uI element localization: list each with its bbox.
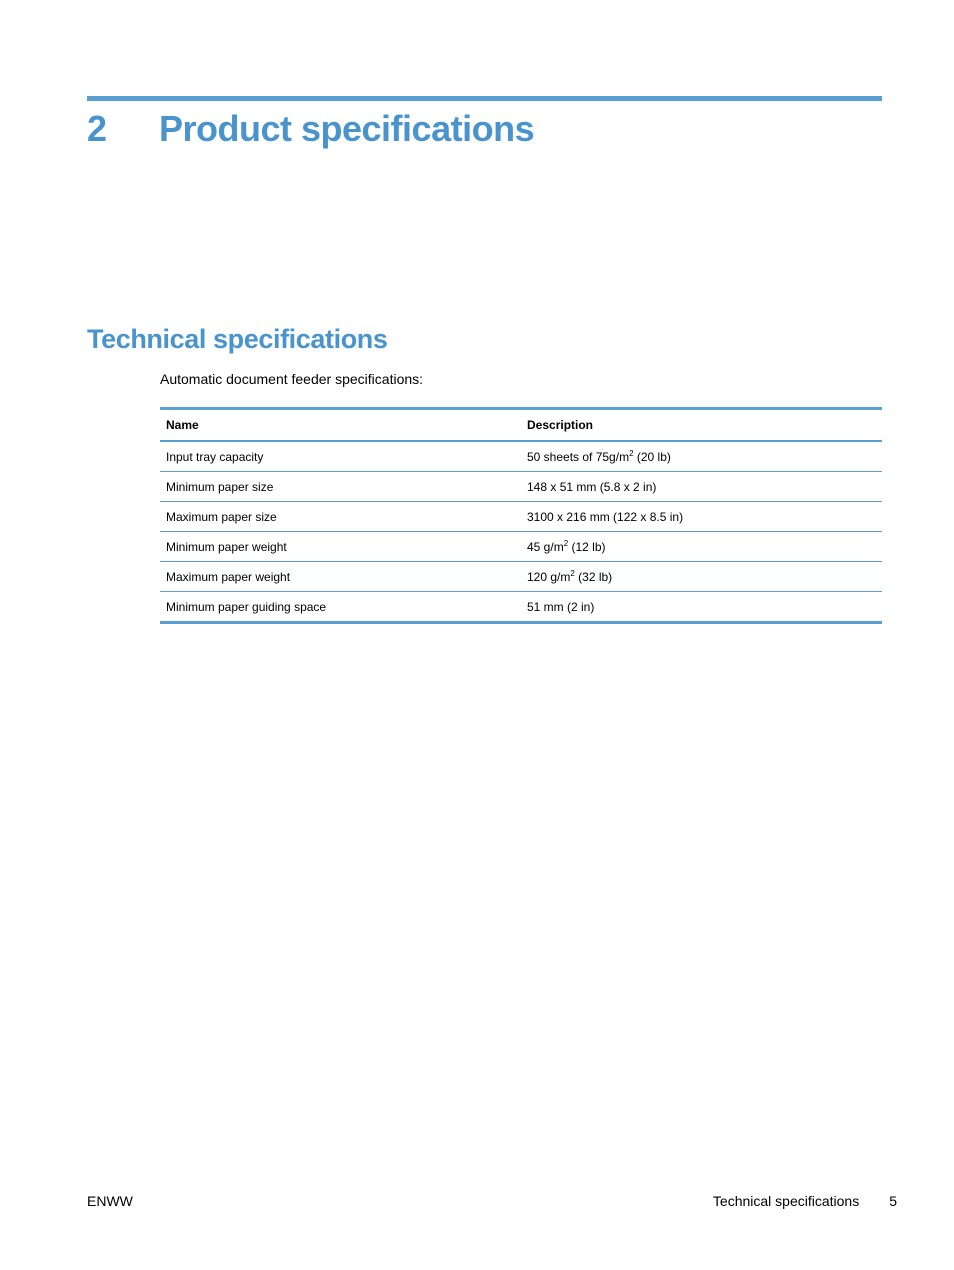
table-row bbox=[160, 441, 882, 472]
footer-section-title: Technical specifications bbox=[712, 1193, 860, 1209]
row-description: 50 sheets of $75g/m^2$ (20 lb) bbox=[521, 441, 882, 472]
row-description: 120 $g/m^2$ (32 lb) bbox=[521, 562, 882, 592]
footer-locale: ENWW bbox=[87, 1193, 133, 1209]
spec-table bbox=[160, 407, 882, 624]
chapter-number: 2 bbox=[87, 108, 107, 149]
chapter-title: Product specifications bbox=[159, 108, 535, 149]
row-name: Input tray capacity bbox=[160, 441, 521, 472]
header-description: Description bbox=[521, 409, 882, 442]
table-row bbox=[160, 472, 882, 502]
row-description: 51 mm (2 in) bbox=[527, 599, 595, 614]
footer-right bbox=[713, 1193, 897, 1209]
table-row bbox=[160, 532, 882, 562]
intro-text: Automatic document feeder specifications: bbox=[160, 371, 424, 387]
section-heading: Technical specifications bbox=[87, 324, 388, 354]
row-description: 3100 x 216 mm (122 x 8.5 in) bbox=[521, 502, 882, 532]
row-name: Minimum paper size bbox=[160, 472, 521, 502]
table-row bbox=[160, 562, 882, 592]
row-name: Maximum paper size bbox=[160, 502, 521, 532]
row-name: Minimum paper guiding space bbox=[166, 599, 327, 614]
row-name: Maximum paper weight bbox=[160, 562, 521, 592]
chapter-heading bbox=[87, 108, 534, 154]
row-name: Minimum paper weight bbox=[160, 532, 521, 562]
row-description: 45 $g/m^2$ (12 lb) bbox=[521, 532, 882, 562]
chapter-rule bbox=[87, 96, 882, 101]
table-header-row bbox=[160, 409, 882, 442]
table-row bbox=[160, 592, 882, 623]
header-name: Name bbox=[160, 409, 521, 442]
row-description: 148 x 51 mm (5.8 x 2 in) bbox=[521, 472, 882, 502]
footer-page-number: 5 bbox=[889, 1193, 897, 1209]
table-row bbox=[160, 502, 882, 532]
